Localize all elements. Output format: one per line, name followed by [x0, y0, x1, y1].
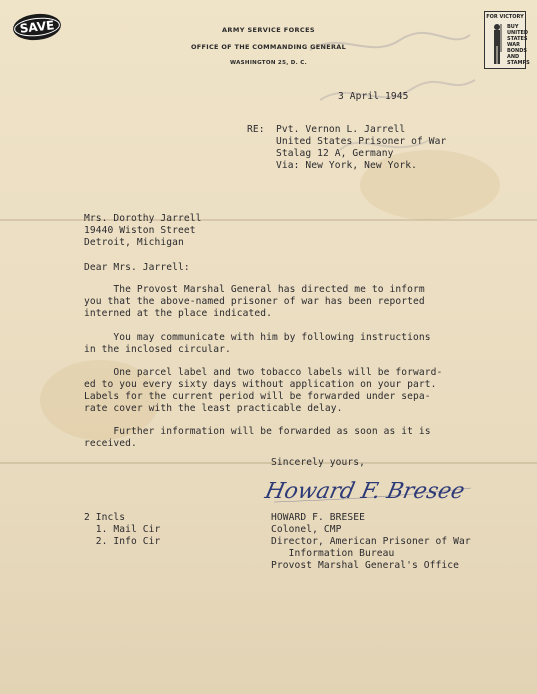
- recipient-line-2: 19440 Wiston Street: [84, 225, 196, 236]
- svg-text:Howard F. Bresee: Howard F. Bresee: [262, 478, 467, 504]
- fold-line-lower: [0, 462, 537, 464]
- stamp-top-text: FOR VICTORY: [486, 14, 524, 20]
- para3-line2: ed to you every sixty days without application on your part.: [84, 379, 437, 390]
- re-line-4: Via: New York, New York.: [276, 160, 418, 171]
- para1-line3: interned at the place indicated.: [84, 308, 273, 319]
- stamp-word: BUY: [507, 24, 519, 30]
- stamp-word: BONDS: [507, 48, 527, 54]
- para4-line1: Further information will be forwarded as soon as it is: [84, 426, 431, 437]
- para3-line3: Labels for the current period will be forwarded under sepa-: [84, 391, 431, 402]
- signer-line-1: HOWARD F. BRESEE: [271, 512, 366, 523]
- fold-line-upper: [0, 219, 537, 221]
- para2-line2: in the inclosed circular.: [84, 344, 231, 355]
- stamp-word: AND: [507, 54, 520, 60]
- stamp-word: UNITED: [507, 30, 529, 36]
- letterhead-line3: WASHINGTON 25, D. C.: [229, 60, 307, 66]
- letterhead-line2: OFFICE OF THE COMMANDING GENERAL: [190, 43, 347, 51]
- soldier-icon: [489, 22, 505, 66]
- war-bonds-stamp: [484, 11, 530, 69]
- stamp-word: STAMPS: [507, 60, 530, 66]
- letterhead-line1: ARMY SERVICE FORCES: [222, 26, 315, 34]
- salutation: Dear Mrs. Jarrell:: [84, 262, 190, 273]
- stamp-side-text: [507, 24, 530, 66]
- recipient-line-1: Mrs. Dorothy Jarrell: [84, 213, 202, 224]
- letter-date: 3 April 1945: [338, 91, 409, 102]
- recipient-line-3: Detroit, Michigan: [84, 237, 184, 248]
- signer-line-3: Director, American Prisoner of War: [271, 536, 471, 547]
- para1-line2: you that the above-named prisoner of war has been reported: [84, 296, 425, 307]
- stamp-word: STATES: [507, 36, 528, 42]
- para3-line4: rate cover with the least practicable delay.: [84, 403, 343, 414]
- re-label: RE:: [247, 124, 265, 135]
- para2-line1: You may communicate with him by following instructions: [84, 332, 431, 343]
- enclosures-line-1: 2 Incls: [84, 512, 126, 523]
- closing: Sincerely yours,: [271, 457, 366, 468]
- handwritten-signature: [262, 470, 486, 510]
- stamp-word: WAR: [507, 42, 521, 48]
- para4-line2: received.: [84, 438, 137, 449]
- save-logo-icon: SAVE: [12, 12, 62, 43]
- para3-line1: One parcel label and two tobacco labels will be forward-: [84, 367, 443, 378]
- signer-line-5: Provost Marshal General's Office: [271, 560, 460, 571]
- para1-line1: The Provost Marshal General has directed me to inform: [84, 284, 425, 295]
- enclosures-line-2: 1. Mail Cir: [84, 524, 161, 535]
- enclosures-line-3: 2. Info Cir: [84, 536, 161, 547]
- signer-line-4: Information Bureau: [271, 548, 395, 559]
- re-line-1: Pvt. Vernon L. Jarrell: [276, 124, 406, 135]
- re-line-3: Stalag 12 A, Germany: [276, 148, 394, 159]
- signer-line-2: Colonel, CMP: [271, 524, 342, 535]
- re-line-2: United States Prisoner of War: [276, 136, 447, 147]
